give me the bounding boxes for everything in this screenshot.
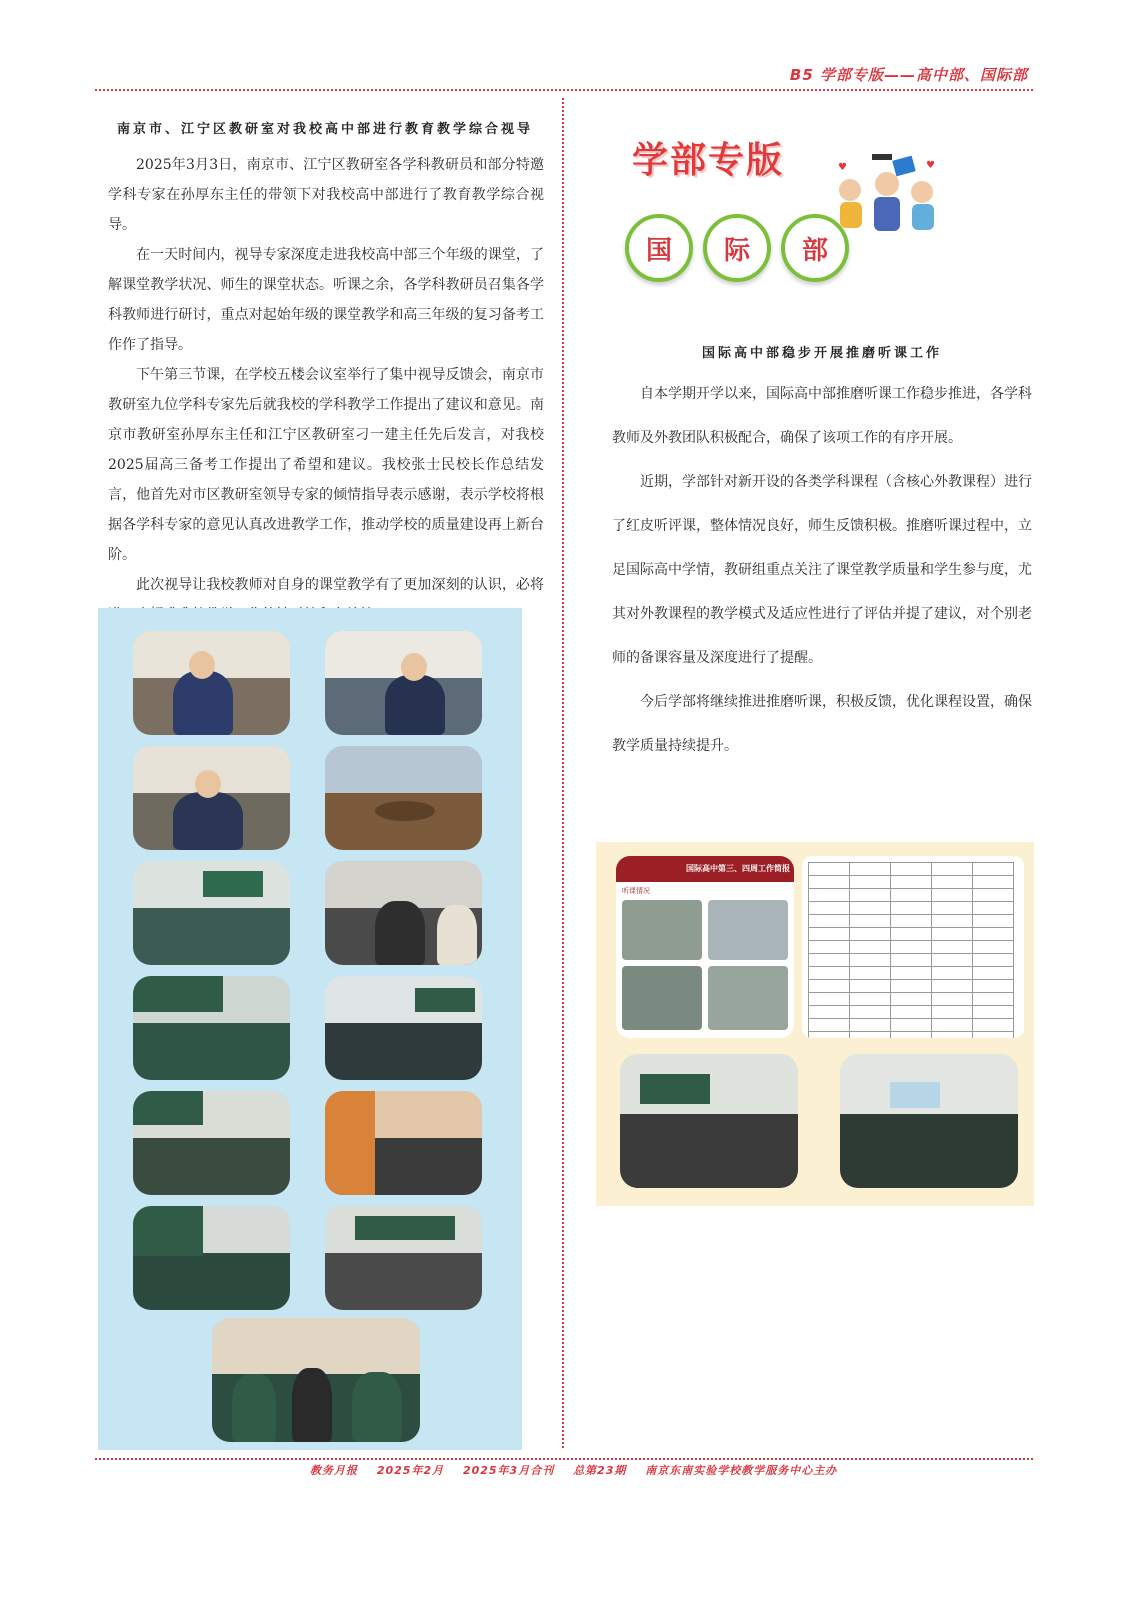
right-article-body (612, 372, 1032, 768)
column-divider (562, 98, 564, 1448)
meeting-photo (325, 631, 482, 735)
footer-line (310, 1462, 870, 1478)
footer-organizer: 南京东南实验学校教学服务中心主办 (645, 1464, 838, 1477)
banner-char-guo: 国 (625, 214, 693, 282)
meeting-photo (133, 746, 290, 850)
classroom-photo (212, 1318, 420, 1442)
header-divider (95, 89, 1033, 91)
svg-text:♥: ♥ (926, 160, 935, 171)
report-poster (616, 856, 794, 1038)
teacher-students-illustration (832, 150, 942, 240)
report-poster-subtitle: 听课情况 (622, 887, 650, 895)
classroom-photo (325, 861, 482, 965)
banner-char-ji: 际 (703, 214, 771, 282)
left-paragraph: 下午第三节课，在学校五楼会议室举行了集中视导反馈会，南京市教研室九位学科专家先后就我校的学科教学工作提出了建议和意见。南京市教研室孙厚东主任和江宁区教研室刁一建主任先后发言，对我校2025届高三备考工作提出了希望和建议。我校张士民校长作总结发言，他首先对市区教研室领导专家的倾情指导表示感谢，表示学校将根据各学科专家的意见认真改进教学工作，推动学校的质量建设再上新台阶。 (108, 367, 544, 563)
classroom-photo (620, 1054, 798, 1188)
footer-issue-date: 2025年2月 2025年3月合刊 (376, 1464, 555, 1477)
left-paragraph: 在一天时间内，视导专家深度走进我校高中部三个年级的课堂，了解课堂教学状况、师生的课堂状态。听课之余，各学科教研员召集各学科教师进行研讨，重点对起始年级的课堂教学和高三年级的复习备考工作作了指导。 (108, 247, 544, 353)
svg-text:♥: ♥ (838, 162, 847, 173)
right-paragraph: 自本学期开学以来，国际高中部推磨听课工作稳步推进，各学科教师及外教团队积极配合，确保了该项工作的有序开展。 (612, 386, 1032, 446)
footer-publication: 教务月报 (310, 1464, 358, 1477)
left-paragraph: 此次视导让我校教师对自身的课堂教学有了更加深刻的认识，必将 (136, 577, 544, 593)
classroom-photo (840, 1054, 1018, 1188)
meeting-photo (133, 631, 290, 735)
classroom-photo (325, 1091, 482, 1195)
footer-divider (95, 1458, 1033, 1460)
section-header-title: B5 学部专版——高中部、国际部 (789, 66, 1028, 84)
report-poster-title: 国际高中第三、四周工作简报 (686, 864, 790, 873)
report-collage-panel (596, 842, 1034, 1206)
left-paragraph: 2025年3月3日，南京市、江宁区教研室各学科教研员和部分特邀学科专家在孙厚东主任的带领下对我校高中部进行了教育教学综合视导。 (108, 157, 544, 233)
classroom-photo (133, 976, 290, 1080)
left-article-body (108, 150, 544, 630)
conference-room-photo (325, 746, 482, 850)
classroom-photo (325, 1206, 482, 1310)
banner-char-bu: 部 (781, 214, 849, 282)
classroom-photo (133, 1206, 290, 1310)
banner-title: 学部专版 (632, 140, 785, 181)
right-paragraph: 近期，学部针对新开设的各类学科课程（含核心外教课程）进行了红皮听评课，整体情况良好，师生反馈积极。推磨听课过程中，立足国际高中学情，教研组重点关注了课堂教学质量和学生参与度，尤其对外教课程的教学模式及适应性进行了评估并提了建议，对个别老师的备课容量及深度进行了提醒。 (612, 474, 1032, 666)
right-paragraph: 今后学部将继续推进推磨听课，积极反馈，优化课程设置，确保教学质量持续提升。 (612, 694, 1032, 754)
banner-circles (625, 214, 849, 282)
right-article-title: 国际高中部稳步开展推磨听课工作 (701, 346, 942, 361)
schedule-table-image (802, 856, 1024, 1038)
classroom-photo (325, 976, 482, 1080)
classroom-photo (133, 1091, 290, 1195)
photo-collage-panel (98, 608, 522, 1450)
footer-issue-number: 总第23期 (573, 1464, 627, 1477)
left-article-title: 南京市、江宁区教研室对我校高中部进行教育教学综合视导 (116, 122, 533, 137)
classroom-photo (133, 861, 290, 965)
